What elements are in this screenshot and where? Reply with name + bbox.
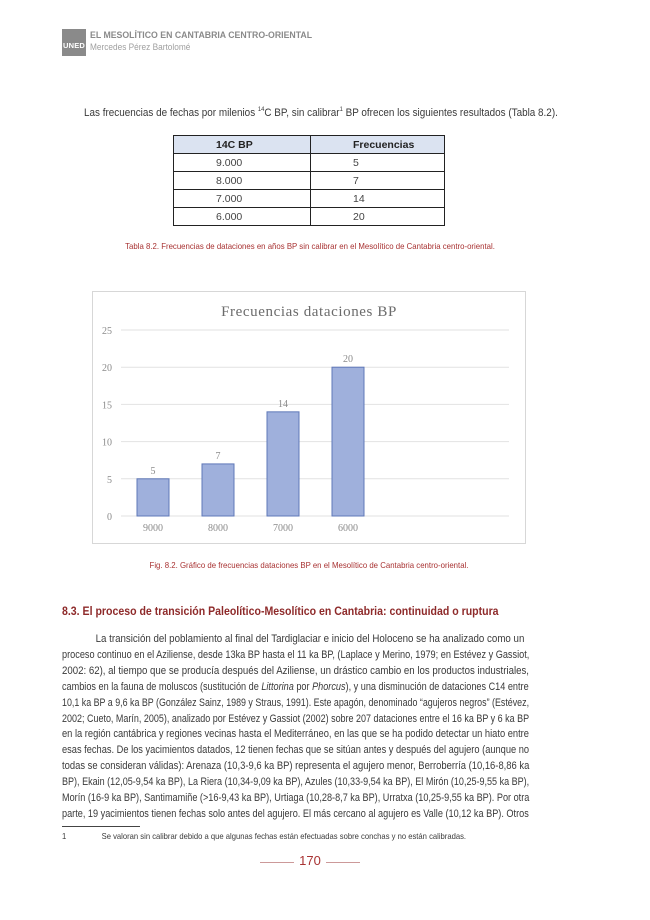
chart-svg xyxy=(93,292,525,543)
page-number-block xyxy=(260,853,360,868)
bar-7000 xyxy=(267,412,299,516)
chart-gridlines xyxy=(121,330,509,516)
column-header: Frecuencias xyxy=(311,136,445,154)
y-axis-ticks xyxy=(102,326,112,523)
section-heading: 8.3. El proceso de transición Paleolítico-Mesolítico en Cantabria: continuidad o ruptura xyxy=(62,604,499,618)
data-label: 14 xyxy=(278,398,288,410)
column-header: 14C BP xyxy=(174,136,311,154)
y-tick-label: 15 xyxy=(102,400,112,412)
uned-logo: UNED xyxy=(62,29,86,56)
bar-6000 xyxy=(332,367,364,516)
footnote-text: Se valoran sin calibrar debido a que algunas fechas están efectuadas sobre conchas y no están calibradas. xyxy=(101,831,467,841)
y-tick-label: 5 xyxy=(107,474,112,486)
footnote xyxy=(62,831,466,841)
data-label: 7 xyxy=(215,450,221,462)
frequency-table xyxy=(173,135,445,226)
footnote-ref[interactable]: 1 xyxy=(339,106,343,113)
x-tick-label: 7000 xyxy=(273,523,293,534)
bar-9000 xyxy=(137,479,169,516)
y-tick-label: 25 xyxy=(102,326,112,337)
body-paragraph: La transición del poblamiento al final del Tardiglaciar e inicio del Holoceno se ha analizado como un proceso continuo en el Aziliense, desde 13ka BP hasta el 11 ka BP, (Laplace y Merino, 1979; en Estévez y Gassiot, 2002: 62), al tiempo que se producía después del Aziliense, un drástico cambio en los productos industriales, cambios en la fauna de moluscos (sustitución de Littorina por Phorcus), y una disminución de dataciones C14 entre 10,1 ka BP a 9,6 ka BP (González Sainz, 1989 y Straus, 1991). Este apagón, denominado “agujeros negros” (Estévez, 2002; Cueto, Marín, 2005), analizado por Estévez y Gassiot (2002) sobre 207 dataciones entre el 16 ka BP y 6 ka BP en la región cantábrica y regiones vecinas hasta el Mediterráneo, en las que se ha podido detectar un hiato entre esas fechas. De los yacimientos datados, 12 tienen fechas que se sitúan antes y después del agujero (aunque no todas se consideran válidas): Arenaza (10,3-9,6 ka BP) representa el agujero menor, Berroberría (10,16-8,86 ka BP), Ekain (12,05-9,54 ka BP), La Riera (10,34-9,09 ka BP), Azules (10,33-9,54 ka BP), El Mirón (10,25-9,55 ka BP), Morín (16-9 ka BP), Santimamiñe (>16-9,43 ka BP), Urtiaga (10,28-8,7 ka BP), Urratxa (10,25-9,55 ka BP). Por otra parte, 19 yacimientos tienen fechas solo antes del agujero. El más cercano al agujero es Valle (10,12 ka BP). Otros xyxy=(62,633,530,820)
x-tick-label: 8000 xyxy=(208,523,228,534)
table-header-row xyxy=(174,136,445,154)
x-tick-label: 6000 xyxy=(338,523,358,534)
figure-caption: Fig. 8.2. Gráfico de frecuencias dataciones BP en el Mesolítico de Cantabria centro-oriental. xyxy=(149,560,469,570)
page-rule-right xyxy=(326,862,360,863)
footnote-separator xyxy=(62,826,140,827)
y-tick-label: 20 xyxy=(102,363,112,375)
bar-chart xyxy=(92,291,526,544)
page-number: 170 xyxy=(299,853,321,868)
bar-8000 xyxy=(202,464,234,516)
page-rule-left xyxy=(260,862,294,863)
table-row: 9.000 5 xyxy=(174,154,445,172)
table-caption: Tabla 8.2. Frecuencias de dataciones en años BP sin calibrar en el Mesolítico de Cantabria centro-oriental. xyxy=(125,241,495,251)
y-tick-label: 10 xyxy=(102,437,112,449)
table-row: 8.000 7 xyxy=(174,172,445,190)
intro-sentence: Las frecuencias de fechas por milenios $^{14}$C BP, sin calibrar$^1$ BP ofrecen los siguientes resultados (Tabla 8.2). xyxy=(84,106,558,119)
data-label: 20 xyxy=(343,354,353,366)
table-row: 7.000 14 xyxy=(174,190,445,208)
x-axis-ticks xyxy=(143,523,358,534)
data-label: 5 xyxy=(150,465,156,477)
data-labels xyxy=(151,354,354,477)
table-row: 6.000 20 xyxy=(174,208,445,226)
footnote-number: 1 xyxy=(62,831,67,841)
x-tick-label: 9000 xyxy=(143,523,163,534)
book-title: EL MESOLÍTICO EN CANTABRIA CENTRO-ORIENTAL xyxy=(90,30,313,41)
book-author: Mercedes Pérez Bartolomé xyxy=(90,42,191,52)
y-tick-label: 0 xyxy=(107,512,112,523)
chart-title: Frecuencias dataciones BP xyxy=(221,304,397,320)
